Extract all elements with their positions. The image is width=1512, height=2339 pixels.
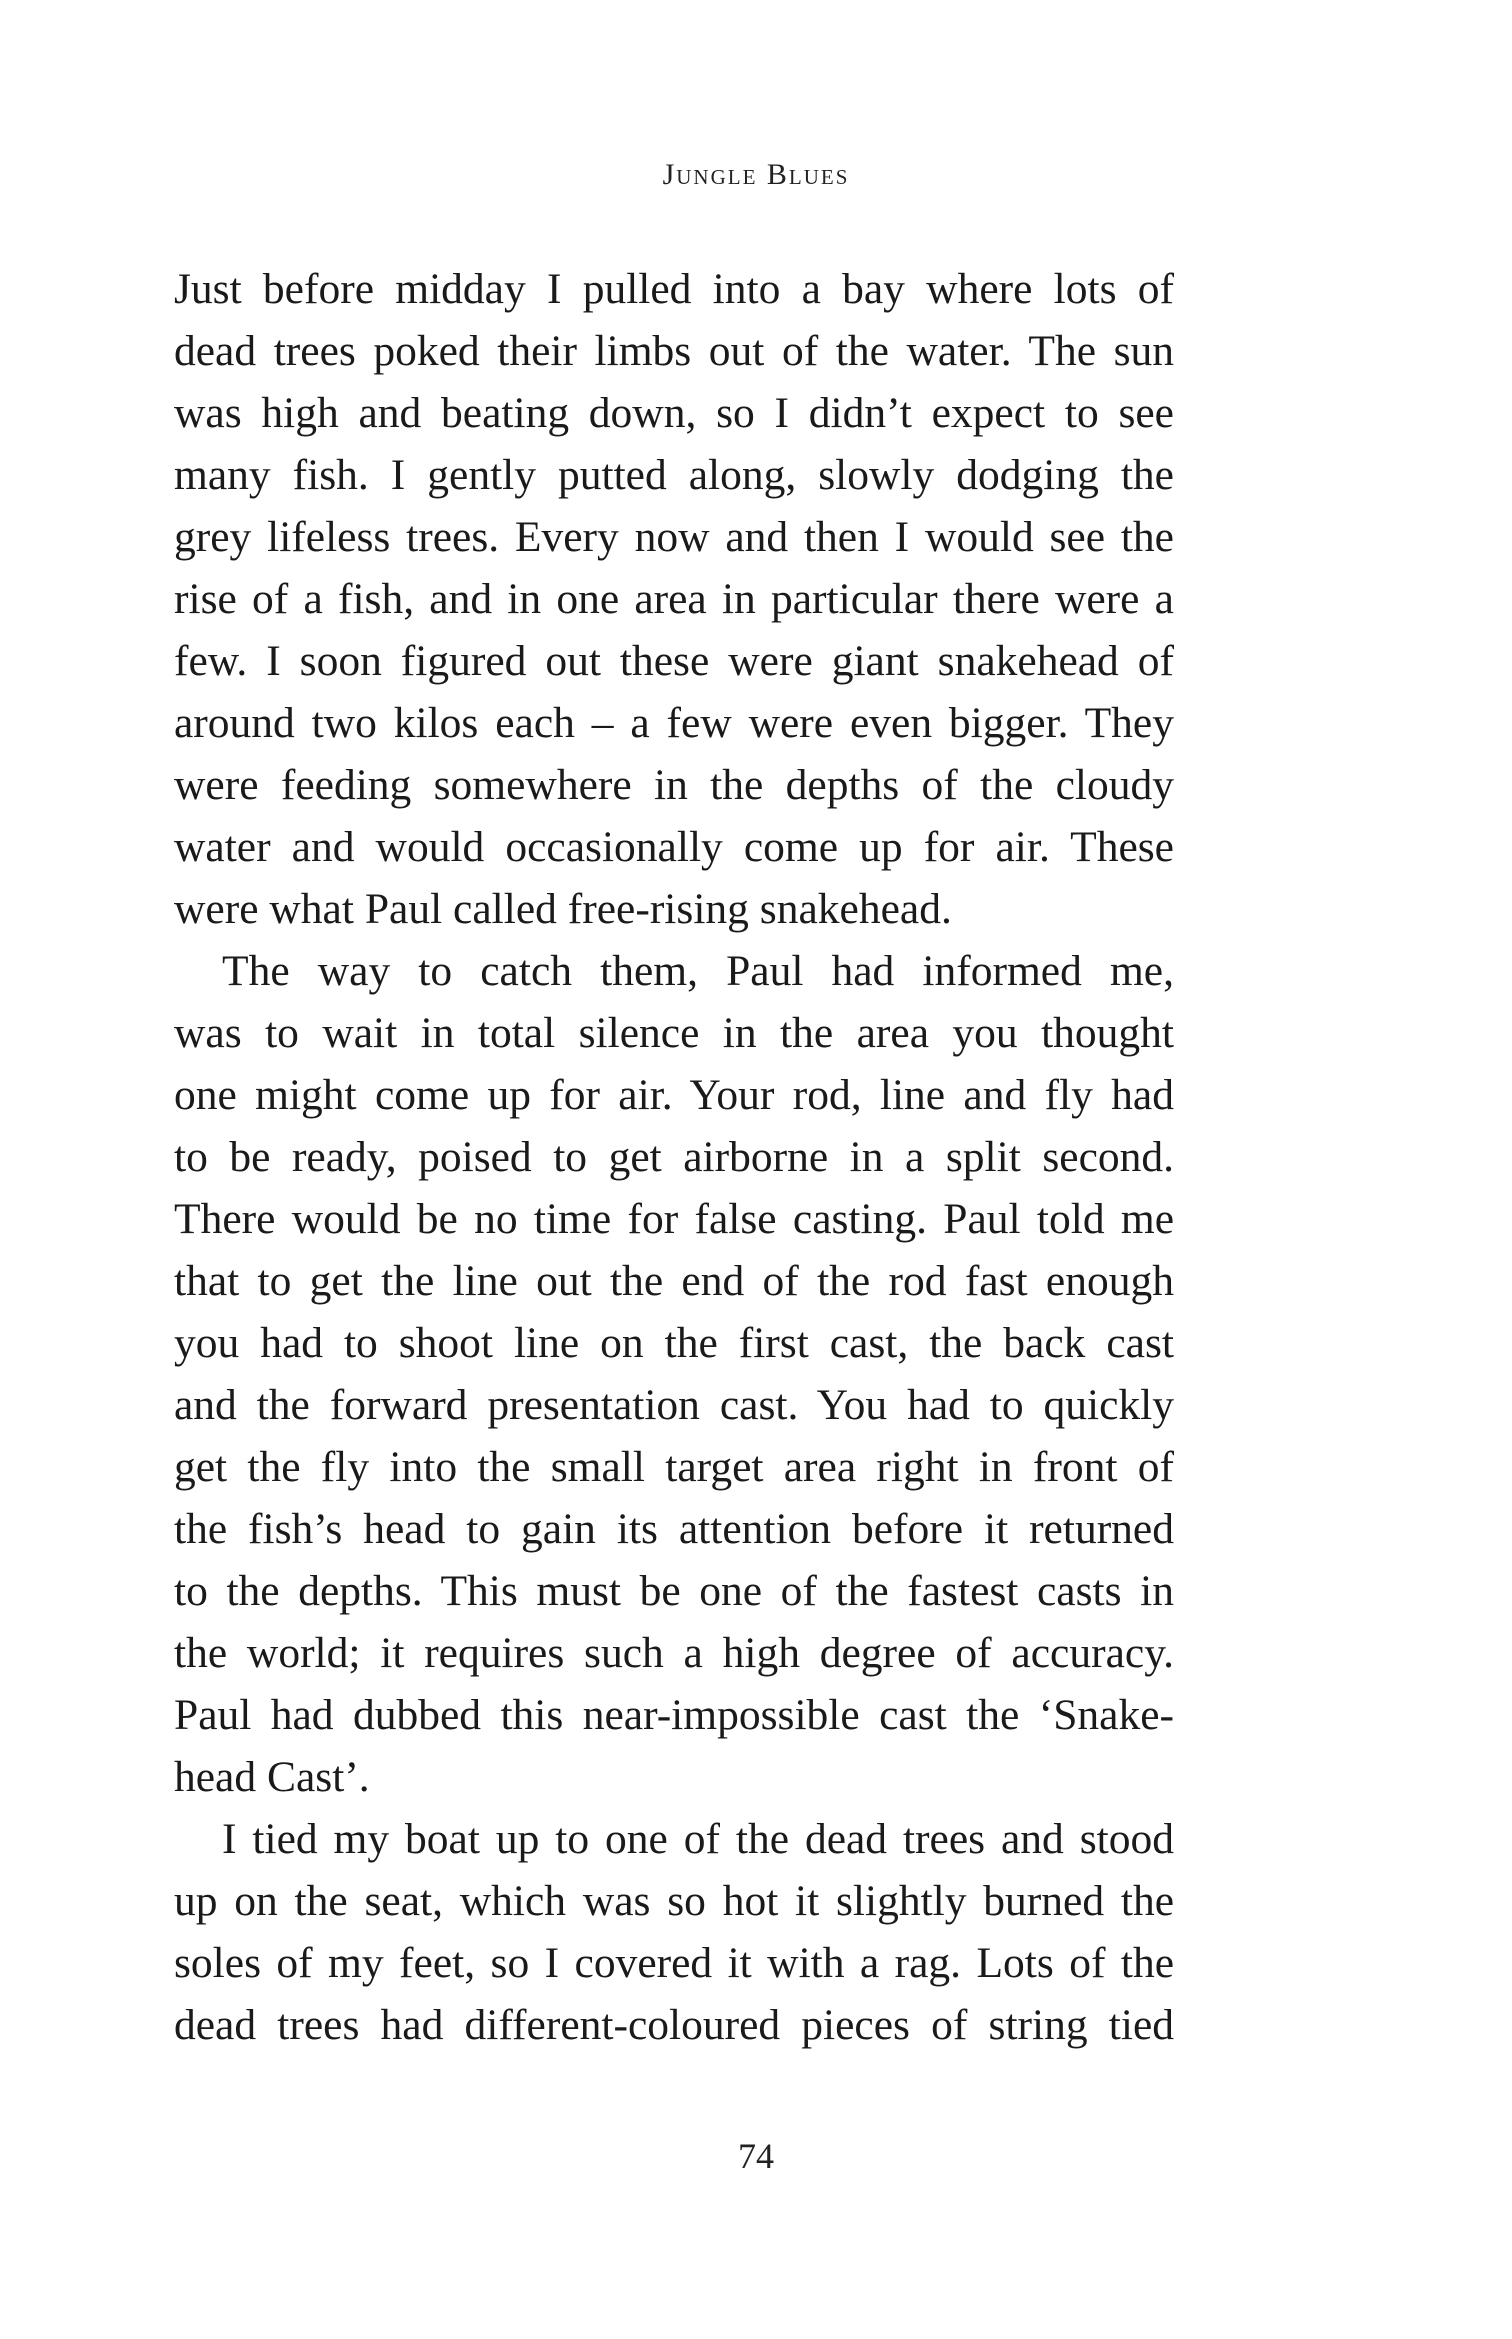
text-line: soles of my feet, so I covered it with a rag. Lots of the xyxy=(174,1939,1174,1987)
text-line: grey lifeless trees. Every now and then I would see the xyxy=(174,513,1174,561)
text-line: dead trees poked their limbs out of the water. The sun xyxy=(174,327,1174,375)
paragraph-3 xyxy=(174,1808,1174,2056)
text-line: to the depths. This must be one of the fastest casts in xyxy=(174,1567,1174,1615)
text-line: get the fly into the small target area right in front of xyxy=(174,1443,1174,1491)
text-line: that to get the line out the end of the rod fast enough xyxy=(174,1257,1174,1305)
text-line: few. I soon figured out these were giant snakehead of xyxy=(174,637,1174,685)
text-line: around two kilos each – a few were even bigger. They xyxy=(174,699,1174,747)
text-line: and the forward presentation cast. You had to quickly xyxy=(174,1381,1174,1429)
text-line: one might come up for air. Your rod, line and fly had xyxy=(174,1071,1174,1119)
text-line: I tied my boat up to one of the dead trees and stood xyxy=(222,1815,1174,1863)
text-line: many fish. I gently putted along, slowly dodging the xyxy=(174,451,1174,499)
text-line: you had to shoot line on the first cast, the back cast xyxy=(174,1319,1174,1367)
text-line: the fish’s head to gain its attention before it returned xyxy=(174,1505,1174,1553)
text-line: Paul had dubbed this near-impossible cast the ‘Snake- xyxy=(174,1691,1174,1739)
text-line: the world; it requires such a high degree of accuracy. xyxy=(174,1629,1174,1677)
text-line: There would be no time for false casting. Paul told me xyxy=(174,1195,1174,1243)
paragraph-2 xyxy=(174,940,1174,1808)
body-text xyxy=(174,258,1174,2056)
running-head: Jungle Blues xyxy=(662,158,850,191)
text-line: water and would occasionally come up for air. These xyxy=(174,823,1174,871)
text-line: was high and beating down, so I didn’t expect to see xyxy=(174,389,1174,437)
text-line: head Cast’. xyxy=(174,1753,370,1801)
text-line: rise of a fish, and in one area in particular there were a xyxy=(174,575,1174,623)
text-line: was to wait in total silence in the area you thought xyxy=(174,1009,1174,1057)
text-line: were what Paul called free-rising snakehead. xyxy=(174,885,952,933)
page-number: 74 xyxy=(738,2136,774,2176)
paragraph-1 xyxy=(174,258,1174,940)
text-line: Just before midday I pulled into a bay where lots of xyxy=(174,265,1174,313)
text-line: to be ready, poised to get airborne in a split second. xyxy=(174,1133,1174,1181)
text-line: up on the seat, which was so hot it slightly burned the xyxy=(174,1877,1174,1925)
text-line: dead trees had different-coloured pieces of string tied xyxy=(174,2001,1174,2049)
text-line: The way to catch them, Paul had informed me, xyxy=(222,947,1174,995)
text-line: were feeding somewhere in the depths of the cloudy xyxy=(174,761,1174,809)
